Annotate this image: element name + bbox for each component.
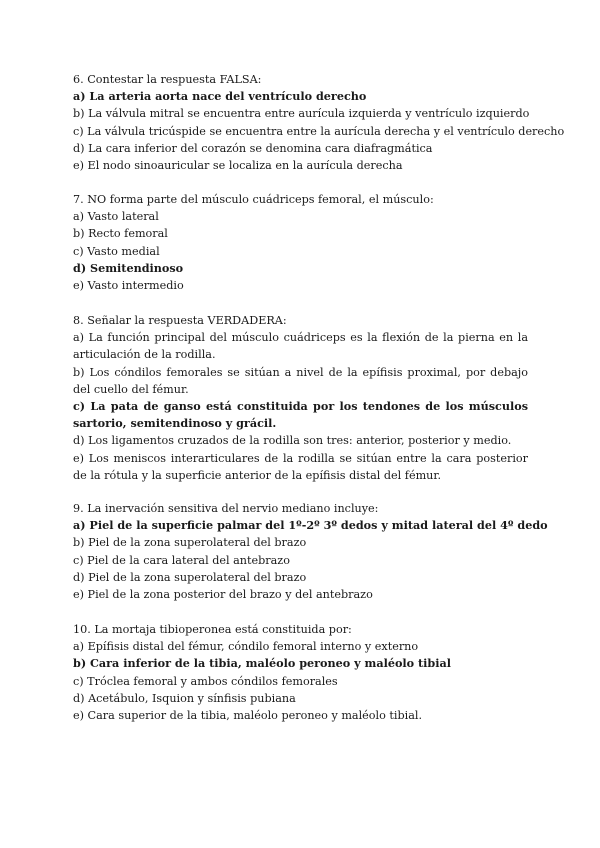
option-d: d) Piel de la zona superolateral del brazo	[73, 570, 307, 584]
option-a: a) Epífisis distal del fémur, cóndilo femoral interno y externo	[73, 640, 419, 654]
option-c: c) Tróclea femoral y ambos cóndilos femorales	[73, 674, 338, 688]
option-d-correct: d) Semitendinoso	[73, 260, 184, 275]
option-c: c) Piel de la cara lateral del antebrazo	[73, 553, 290, 567]
option-e: e) Vasto intermedio	[73, 279, 184, 293]
option-d: d) Acetábulo, Isquion y sínfisis pubiana	[73, 691, 296, 705]
option-a-correct: a) Piel de la superficie palmar del 1º-2º 3º dedos y mitad lateral del 4º dedo	[73, 518, 548, 533]
option-c-correct: c) La pata de ganso está constituida por los tendones de los músculos sartorio, semitendinoso y grácil.	[73, 399, 528, 431]
question-prompt: 9. La inervación sensitiva del nervio mediano incluye:	[73, 502, 379, 515]
question-prompt: 6. Contestar la respuesta FALSA:	[73, 73, 262, 86]
option-a: a) Vasto lateral	[73, 210, 159, 224]
option-a: a) La función principal del músculo cuádriceps es la flexión de la pierna en la articulación de la rodilla.	[73, 331, 528, 362]
option-b: b) Recto femoral	[73, 227, 168, 241]
question-prompt: 8. Señalar la respuesta VERDADERA:	[73, 314, 287, 327]
question-prompt: 10. La mortaja tibioperonea está constituida por:	[73, 623, 352, 636]
question-8	[73, 312, 528, 484]
option-b: b) La válvula mitral se encuentra entre aurícula izquierda y ventrículo izquierdo	[73, 107, 530, 121]
question-7	[73, 191, 528, 294]
option-e: e) Piel de la zona posterior del brazo y del antebrazo	[73, 588, 373, 602]
option-b: b) Los cóndilos femorales se sitúan a nivel de la epífisis proximal, por debajo del cuello del fémur.	[73, 365, 528, 396]
question-prompt: 7. NO forma parte del músculo cuádriceps femoral, el músculo:	[73, 193, 434, 206]
question-6	[73, 71, 565, 174]
option-e: e) Cara superior de la tibia, maléolo peroneo y maléolo tibial.	[73, 709, 423, 723]
option-e: e) Los meniscos interarticulares de la rodilla se sitúan entre la cara posterior de la rótula y la superficie anterior de la epífisis distal del fémur.	[73, 451, 528, 482]
option-c: c) Vasto medial	[73, 244, 160, 258]
option-d: d) Los ligamentos cruzados de la rodilla son tres: anterior, posterior y medio.	[73, 434, 512, 448]
option-b: b) Piel de la zona superolateral del brazo	[73, 536, 307, 550]
question-10	[73, 621, 528, 724]
option-d: d) La cara inferior del corazón se denomina cara diafragmática	[73, 141, 433, 155]
option-c: c) La válvula tricúspide se encuentra entre la aurícula derecha y el ventrículo derecho	[73, 124, 565, 138]
option-a-correct: a) La arteria aorta nace del ventrículo derecho	[73, 89, 367, 104]
question-9	[73, 500, 548, 603]
option-b-correct: b) Cara inferior de la tibia, maléolo peroneo y maléolo tibial	[73, 656, 452, 671]
option-e: e) El nodo sinoauricular se localiza en la aurícula derecha	[73, 159, 403, 173]
